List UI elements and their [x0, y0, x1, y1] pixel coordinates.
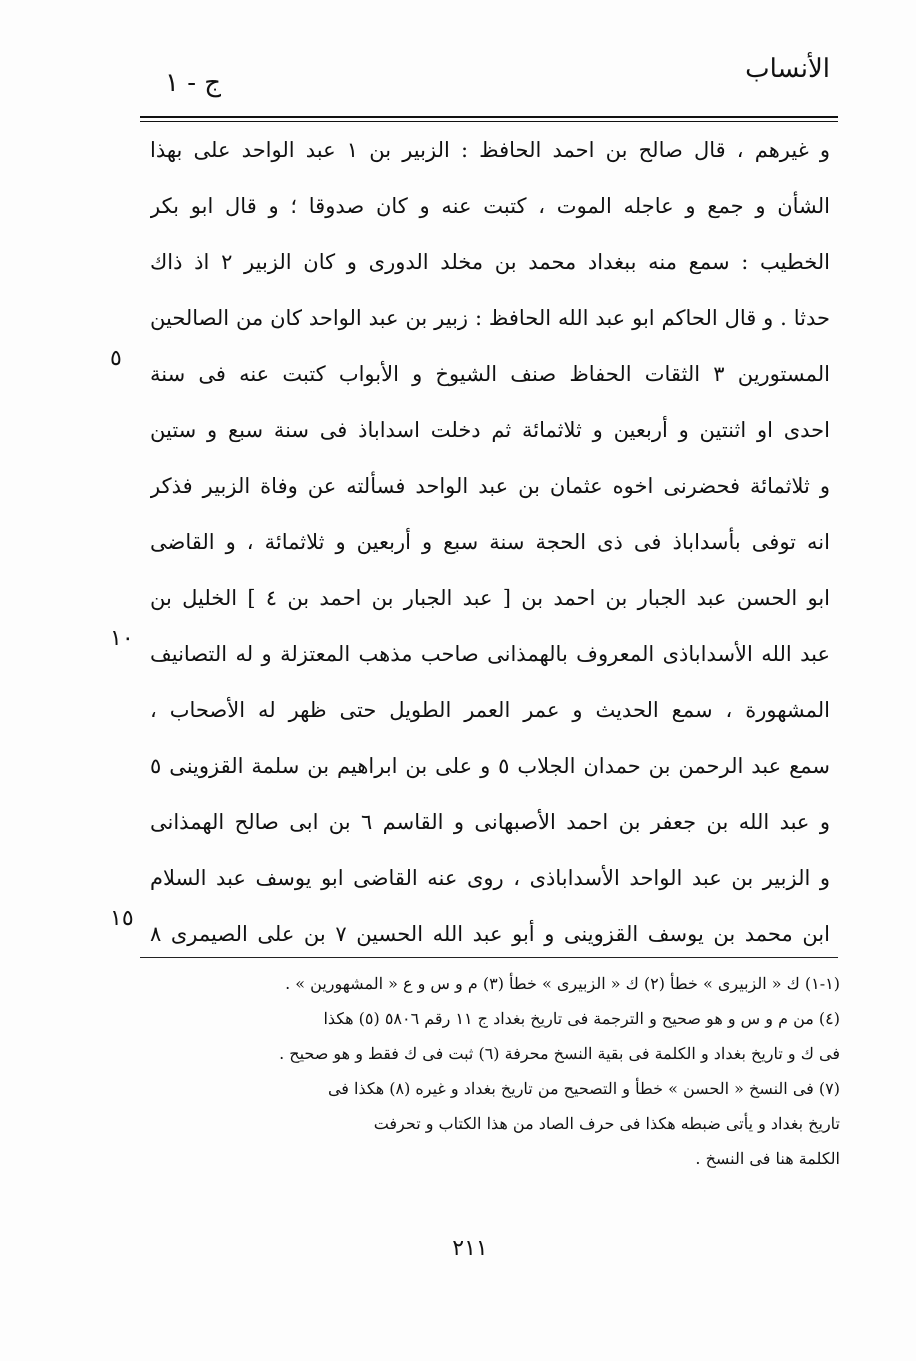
footnotes — [150, 966, 840, 1176]
text-line: و ثلاثمائة فحضرنى اخوه عثمان بن عبد الواحد فسألته عن وفاة الزبير فذكر — [150, 474, 830, 498]
line-number: ١٠ — [110, 626, 134, 651]
main-text — [150, 122, 830, 962]
text-line: و الزبير بن عبد الواحد الأسداباذى ، روى عنه القاضى ابو يوسف عبد السلام — [150, 866, 830, 890]
line-number: ٥ — [110, 346, 122, 371]
text-line: ابن محمد بن يوسف القزوينى و أبو عبد الله الحسين ٧ بن على الصيمرى ٨ — [150, 922, 830, 946]
footnote-line: (١-١) ك « الزبيرى » خطأ (٢) ك « الزبيرى » خطأ (٣) م و س و ع « المشهورين » . — [285, 974, 840, 993]
line-number: ١٥ — [110, 906, 134, 931]
footnote-line: (٧) فى النسخ « الحسن » خطأ و التصحيح من تاريخ بغداد و غيره (٨) هكذا فى — [327, 1079, 840, 1098]
footnote-line: فى ك و تاريخ بغداد و الكلمة فى بقية النسخ محرفة (٦) ثبت فى ك فقط و هو صحيح . — [279, 1044, 840, 1063]
footnote-line: تاريخ بغداد و يأتى ضبطه هكذا فى حرف الصاد من هذا الكتاب و تحرفت — [373, 1114, 840, 1133]
header-rule — [140, 116, 838, 118]
volume-indicator: ج - ١ — [165, 68, 222, 98]
text-line: انه توفى بأسداباذ فى ذى الحجة سنة سبع و أربعين و ثلاثمائة ، و القاضى — [150, 530, 830, 554]
page-number: ٢١١ — [452, 1236, 488, 1261]
running-title: الأنساب — [745, 54, 830, 84]
text-line: الخطيب : سمع منه ببغداد محمد بن مخلد الدورى و كان الزبير ٢ اذ ذاك — [150, 250, 830, 274]
footnote-line: (٤) من م و س و هو صحيح و الترجمة فى تاريخ بغداد ج ١١ رقم ٥٨٠٦ (٥) هكذا — [323, 1009, 840, 1028]
text-line: ابو الحسن عبد الجبار بن احمد بن [ عبد الجبار بن احمد بن ٤ ] الخليل بن — [150, 586, 830, 610]
footnote-rule — [140, 957, 838, 958]
text-line: سمع عبد الرحمن بن حمدان الجلاب ٥ و على بن ابراهيم بن سلمة القزوينى ٥ — [150, 754, 830, 778]
text-line: و عبد الله بن جعفر بن احمد الأصبهانى و القاسم ٦ بن ابى صالح الهمذانى — [150, 810, 830, 834]
footnote-line: الكلمة هنا فى النسخ . — [695, 1149, 840, 1168]
text-line: الشأن و جمع و عاجله الموت ، كتبت عنه و كان صدوقا ؛ و قال ابو بكر — [150, 194, 830, 218]
text-line: المشهورة ، سمع الحديث و عمر العمر الطويل حتى ظهر له الأصحاب ، — [150, 698, 830, 722]
text-line: و غيرهم ، قال صالح بن احمد الحافظ : الزبير بن ١ عبد الواحد على بهذا — [150, 138, 830, 162]
text-line: حدثا . و قال الحاكم ابو عبد الله الحافظ : زبير بن عبد الواحد كان من الصالحين — [150, 306, 830, 330]
text-line: احدى او اثنتين و أربعين و ثلاثمائة ثم دخلت اسداباذ فى سنة سبع و ستين — [150, 418, 830, 442]
text-line: المستورين ٣ الثقات الحفاظ صنف الشيوخ و الأبواب كتبت عنه فى سنة — [150, 362, 830, 386]
text-line: عبد الله الأسداباذى المعروف بالهمذانى صاحب مذهب المعتزلة و له التصانيف — [150, 642, 830, 666]
